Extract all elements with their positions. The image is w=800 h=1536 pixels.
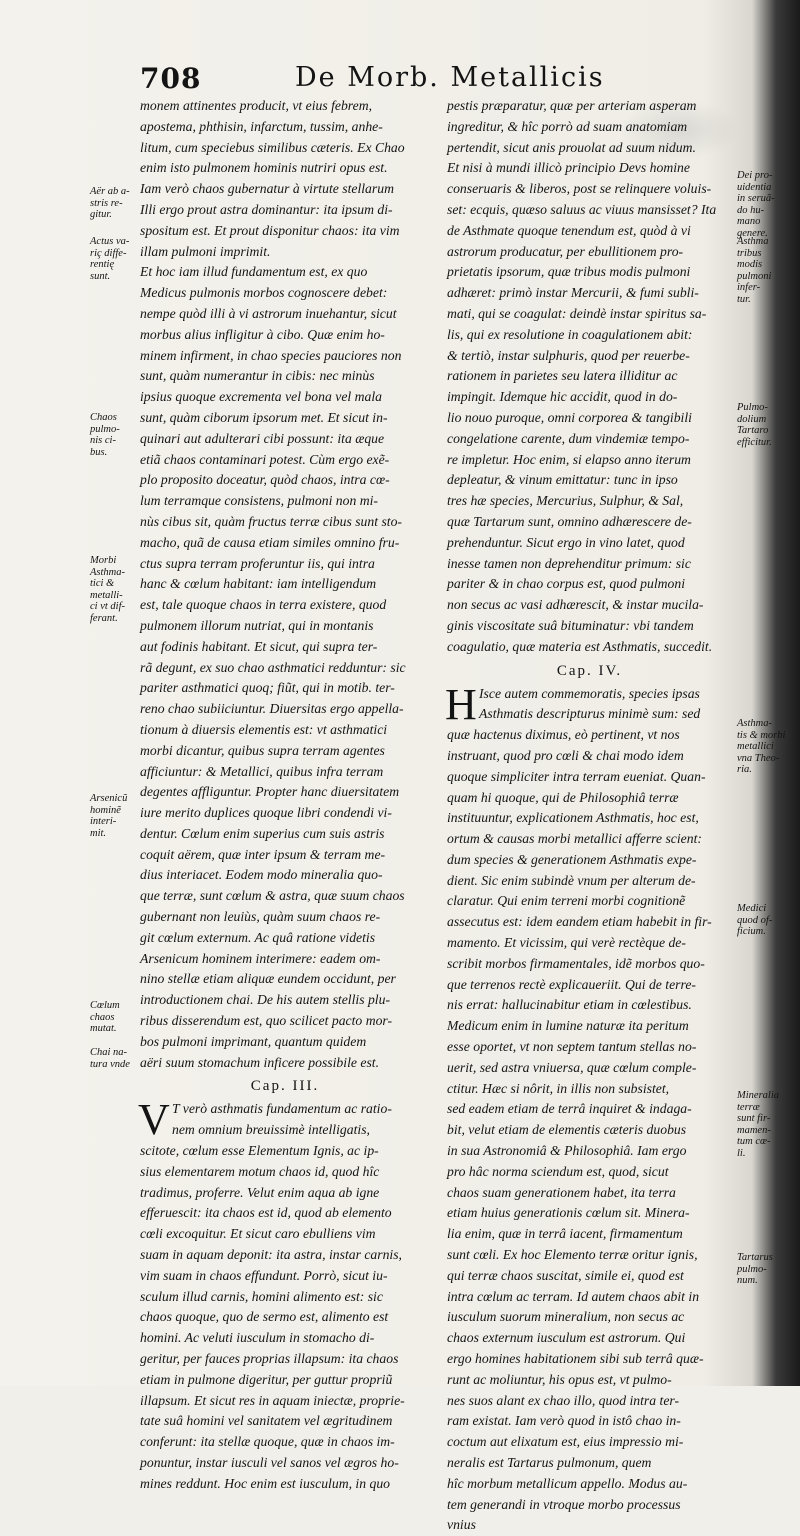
text-line: adhæret: primò instar Mercurii, & fumi subli- bbox=[447, 285, 699, 301]
text-line: pulmonem illorum nutriat, qui in montanis bbox=[140, 617, 374, 633]
text-line: aëri suum stomachum inficere possibile est. bbox=[140, 1054, 379, 1070]
marginal-note-line: Dei pro- bbox=[737, 170, 773, 181]
text-line: enim isto pulmonem hominis nutriri opus est. bbox=[140, 160, 388, 176]
text-line: monem attinentes producit, vt eius febrem, bbox=[140, 98, 373, 113]
text-line: dentur. Cœlum enim superius cum suis astris bbox=[140, 825, 385, 841]
text-line: chaos suam generationem habet, ita terra bbox=[447, 1184, 676, 1200]
marginal-note-coelum bbox=[90, 1000, 120, 1035]
text-line: dius interiacet. Eodem modo mineralia quo- bbox=[140, 867, 383, 883]
text-line: spositum est. Et prout disponitur chaos: ita vim bbox=[140, 222, 400, 238]
marginal-note-arsenic bbox=[90, 793, 127, 839]
text-line: degentes affliguntur. Propter hanc diuersitatem bbox=[140, 784, 400, 800]
marginal-note-line: tura vnde bbox=[90, 1058, 130, 1070]
text-line: efferuescit: ita chaos est id, quod ab elemento bbox=[140, 1205, 392, 1221]
text-line: ctus supra terram proferuntur iis, qui intra bbox=[140, 555, 375, 571]
marginal-note-line: pulmo- bbox=[737, 1263, 767, 1275]
drop-capital: H bbox=[445, 679, 477, 729]
text-line: Et hoc iam illud fundamentum est, ex quo bbox=[140, 264, 368, 280]
text-line: tem generandi in vtroque morbo processus bbox=[447, 1496, 681, 1512]
marginal-note-line: mutat. bbox=[90, 1023, 117, 1034]
text-line: que terrenos rectè explicaueriit. Qui de terre- bbox=[447, 976, 696, 992]
marginal-note-line: dolium bbox=[737, 413, 767, 425]
text-line: sed eadem etiam de terrâ inquiret & indaga- bbox=[447, 1101, 692, 1117]
marginal-note-line: Morbi bbox=[90, 555, 117, 566]
marginal-note-line: terræ bbox=[737, 1101, 760, 1113]
text-line: re impletur. Hoc enim, si elapso anno iterum bbox=[447, 451, 691, 467]
text-line: tres hæ species, Mercurius, Sulphur, & Sal, bbox=[447, 493, 684, 509]
text-line: minem infirment, in chao species pauciores non bbox=[140, 347, 402, 363]
marginal-note-chaos-pulm bbox=[90, 412, 120, 458]
text-line: que terræ, sunt cœlum & astra, quæ suum chaos bbox=[140, 888, 405, 904]
marginal-note-pulmon bbox=[737, 402, 772, 448]
text-line: nes suos alant ex chao illo, quod intra ter- bbox=[447, 1392, 680, 1408]
text-line: mines reddunt. Hoc enim est iusculum, in quo bbox=[140, 1475, 391, 1491]
text-line: illapsum. Et sicut res in aquam iniectæ, proprie- bbox=[140, 1392, 405, 1408]
marginal-note-line: in seruã- bbox=[737, 193, 775, 204]
text-line: homini. Ac veluti iusculum in stomacho di- bbox=[140, 1330, 375, 1346]
text-line: est, tale quoque chaos in terra existere, quod bbox=[140, 597, 387, 613]
text-line: conseruaris & liberos, post se relinquere voluis- bbox=[447, 181, 712, 197]
text-line: coctum aut elixatum est, eius impressio mi- bbox=[447, 1434, 684, 1450]
text-line: impingit. Idemque hic accidit, quod in do- bbox=[447, 389, 678, 405]
text-line: scitote, cœlum esse Elementum Ignis, ac ip- bbox=[140, 1143, 379, 1159]
marginal-note-line: quod of- bbox=[737, 914, 773, 926]
marginal-note-line: hominẽ bbox=[90, 804, 121, 816]
text-line: ram existat. Iam verò quod in istô chao in- bbox=[447, 1413, 681, 1429]
marginal-note-line: tum cœ- bbox=[737, 1136, 771, 1147]
text-line: ginis viscositate suâ bituminatur: vbi tandem bbox=[447, 617, 694, 633]
text-line: lum terramque consistens, pulmoni non mi- bbox=[140, 493, 378, 509]
text-line: pestis præparatur, quæ per arteriam asperam bbox=[447, 98, 697, 113]
text-line: mati, qui se coagulat: deindè instar spiritus sa- bbox=[447, 305, 707, 321]
marginal-note-line: ficium. bbox=[737, 926, 766, 937]
text-line: etiam in pulmone digeritur, per guttur propriũ bbox=[140, 1371, 393, 1387]
text-line: Medicum enim in lumine naturæ ita peritum bbox=[447, 1018, 689, 1034]
marginal-note-line: mamen- bbox=[737, 1124, 771, 1136]
marginal-note-line: sunt fir- bbox=[737, 1113, 771, 1124]
marginal-note-line: tur. bbox=[737, 293, 751, 305]
marginal-note-line: Tartarus bbox=[737, 1252, 773, 1263]
text-line: vim suam in chaos effundunt. Porrò, sicut iu- bbox=[140, 1267, 388, 1283]
text-line: pro hâc norma sciendum est, quod, sicut bbox=[447, 1163, 669, 1179]
text-line: nis errat: hallucinabitur etiam in cœlestibus. bbox=[447, 997, 692, 1013]
chapter-heading: Cap. III. bbox=[250, 1078, 320, 1095]
marginal-note-line: Chai na- bbox=[90, 1047, 128, 1058]
running-title: De Morb. Metallicis bbox=[295, 62, 605, 93]
text-line: congelatione carente, dum vindemiæ tempo- bbox=[447, 430, 690, 446]
text-line: introductionem chai. De his autem stellis plu- bbox=[140, 992, 391, 1008]
marginal-note-line: bus. bbox=[90, 446, 108, 458]
marginal-note-line: uidentia bbox=[737, 181, 772, 193]
text-line: quam hi quoque, qui de Philosophiâ terræ bbox=[447, 789, 679, 805]
marginal-note-line: metalli- bbox=[90, 589, 123, 601]
marginal-note-line: modis bbox=[737, 259, 763, 270]
text-line: Arsenicum hominem interimere: eadem om- bbox=[140, 950, 381, 966]
marginal-note-line: Chaos bbox=[90, 412, 117, 423]
marginal-note-line: efficitur. bbox=[737, 436, 772, 448]
marginal-note-line: nis ci- bbox=[90, 435, 116, 446]
text-line: cœli excoquitur. Et sicut caro ebulliens vim bbox=[140, 1226, 376, 1242]
text-line: quæ Tartarum sunt, omnino adhærescere de- bbox=[447, 513, 692, 529]
text-line: etiam huius generationis cœlum sit. Minera- bbox=[447, 1205, 690, 1221]
marginal-note-line: Asthma- bbox=[737, 718, 772, 729]
text-line: ctitur. Hæc si nôrit, in illis non subsistet, bbox=[447, 1080, 670, 1096]
marginal-note-line: pulmo- bbox=[90, 423, 120, 435]
text-line: macho, quã de causa etiam similes omnino fru- bbox=[140, 534, 400, 550]
marginal-note-actus bbox=[90, 236, 129, 282]
marginal-note-line: metallici bbox=[737, 741, 774, 752]
marginal-note-mineralia bbox=[737, 1090, 779, 1159]
text-line: morbi dicantur, quibus supra terram agentes bbox=[140, 742, 385, 758]
text-line: assecutus est: idem eandem etiam habebit in fir- bbox=[447, 914, 712, 930]
marginal-note-line: num. bbox=[737, 1275, 758, 1286]
text-line: reno chao subiiciuntur. Diuersitas ergo appella- bbox=[140, 701, 404, 717]
text-line: apostema, phthisin, infarctum, tussim, anhe- bbox=[140, 118, 383, 134]
text-line: rationem in parietes seu latera illiditur ac bbox=[447, 368, 678, 384]
text-line: sius elementarem motum chaos id, quod hîc bbox=[140, 1163, 380, 1179]
marginal-note-line: infer- bbox=[737, 282, 761, 293]
text-line: chaos quoque, quo de sermo est, alimento est bbox=[140, 1309, 389, 1325]
text-line: scribit morbos firmamentales, idẽ morbos quo- bbox=[447, 955, 705, 971]
text-line: tate suâ homini vel sanitatem vel ægritudinem bbox=[140, 1413, 393, 1429]
left-text-column bbox=[140, 96, 430, 1495]
marginal-note-line: tis & morbi bbox=[737, 729, 786, 741]
marginal-note-line: mano bbox=[737, 216, 761, 227]
marginal-note-line: Arsenicũ bbox=[90, 793, 128, 804]
marginal-note-line: Cœlum bbox=[90, 1000, 120, 1011]
marginal-note-line: gitur. bbox=[90, 209, 112, 220]
marginal-note-line: Mineralia bbox=[737, 1090, 779, 1101]
text-line: Iam verò chaos gubernatur à virtute stellarum bbox=[140, 181, 394, 197]
text-line: mamento. Et vicissim, qui verè rectèque de- bbox=[447, 935, 686, 951]
marginal-note-morbi bbox=[90, 555, 125, 624]
text-line: nino stellæ etiam aliquæ eundem occidunt, per bbox=[140, 971, 396, 987]
text-line: pertendit, sicut anis prouolat ad suum nidum. bbox=[447, 139, 696, 155]
text-line: ribus disserendum est, quo scilicet pacto mor- bbox=[140, 1013, 393, 1029]
text-line: aut fodinis habitant. Et sicut, qui supra ter- bbox=[140, 638, 378, 654]
text-line: lia enim, quæ in terrâ iacent, firmamentum bbox=[447, 1226, 683, 1242]
text-line: suam in aquam deponit: ita astra, instar carnis, bbox=[140, 1247, 402, 1263]
marginal-note-line: Pulmo- bbox=[737, 402, 768, 413]
text-line: lio nouo puroque, omni corporea & tangibili bbox=[447, 409, 692, 425]
text-line: etiã chaos contaminari potest. Cùm ergo exẽ- bbox=[140, 451, 390, 467]
text-line: sunt, quàm ciborum ipsorum met. Et sicut in- bbox=[140, 409, 388, 425]
marginal-note-line: li. bbox=[737, 1147, 746, 1159]
text-line: ergo homines habitationem sibi sub terrâ quæ- bbox=[447, 1351, 704, 1367]
text-line: qui terræ chaos suscitat, simile ei, quod est bbox=[447, 1267, 684, 1283]
text-line: nempe quòd illi à vi astrorum inuehantur, sicut bbox=[140, 305, 397, 321]
marginal-note-line: chaos bbox=[90, 1011, 115, 1023]
marginal-note-line: ci vt dif- bbox=[90, 601, 125, 612]
text-line: nem omnium breuissimè intelligatis, bbox=[172, 1122, 370, 1138]
text-line: set: ecquis, quæso saluus ac viuus mansisset? Ita bbox=[447, 201, 717, 217]
chapter-heading: Cap. IV. bbox=[556, 662, 623, 679]
text-line: geritur, per fauces proprias illapsum: ita chaos bbox=[140, 1351, 399, 1367]
text-line: hîc morbum metallicum appello. Modus au- bbox=[447, 1475, 688, 1491]
text-line: claratur. Qui enim terreni morbi cognitionẽ bbox=[447, 893, 686, 909]
text-line: gubernant non leuiùs, quàm suum chaos re- bbox=[140, 909, 381, 925]
text-line: Et nisi à mundi illicò principio Devs homine bbox=[447, 160, 690, 176]
text-line: in sua Astronomiâ & Philosophiâ. Iam ergo bbox=[447, 1143, 687, 1159]
text-line: & tertiò, instar sulphuris, quod per reuerbe- bbox=[447, 347, 690, 363]
marginal-note-line: tribus bbox=[737, 247, 762, 259]
marginal-note-line: do hu- bbox=[737, 204, 765, 216]
marginal-note-line: ferant. bbox=[90, 612, 118, 624]
marginal-note-line: riç diffe- bbox=[90, 247, 127, 259]
text-line: intra cœlum ac terram. Id autem chaos abit in bbox=[447, 1288, 700, 1304]
text-line: sunt cœli. Ex hoc Elemento terræ oritur ignis, bbox=[447, 1247, 698, 1263]
text-line: iure merito duplices quoque libri condendi vi- bbox=[140, 805, 392, 821]
right-text-column bbox=[447, 96, 732, 1536]
text-line: non secus ac vasi adhærescit, & instar mucila- bbox=[447, 597, 704, 613]
drop-capital: V bbox=[138, 1095, 170, 1145]
text-line: prietatis ipsorum, quæ tribus modis pulmoni bbox=[447, 264, 691, 280]
text-line: ipsius quoque excrementa vel bona vel mala bbox=[140, 389, 382, 405]
marginal-note-line: interi- bbox=[90, 816, 117, 827]
marginal-note-line: Aër ab a- bbox=[90, 186, 130, 197]
text-line: instituuntur, explicationem Asthmatis, hoc est, bbox=[447, 810, 699, 826]
text-line: pariter asthmatici quoq; fiũt, qui in motib. ter- bbox=[140, 680, 395, 696]
marginal-note-line: stris re- bbox=[90, 197, 123, 209]
marginal-note-medici bbox=[737, 903, 772, 938]
text-line: instruant, quod pro cœli & chai modo idem bbox=[447, 747, 684, 763]
text-line: T verò asthmatis fundamentum ac ratio- bbox=[172, 1101, 392, 1117]
text-line: runt ac moliuntur, his opus est, vt pulmo- bbox=[447, 1371, 672, 1387]
marginal-note-asthma-tribus bbox=[737, 236, 771, 305]
marginal-note-aer bbox=[90, 186, 130, 221]
text-line: Illi ergo prout astra dominantur: ita ipsum di- bbox=[140, 201, 393, 217]
text-line: vnius bbox=[447, 1517, 476, 1533]
marginal-note-line: Medici bbox=[737, 903, 767, 914]
text-line: prehenduntur. Sicut ergo in vino latet, quod bbox=[447, 534, 685, 550]
marginal-note-deus bbox=[737, 170, 775, 239]
text-line: Isce autem commemoratis, species ipsas bbox=[479, 685, 700, 701]
text-line: inesse tamen non deprehenditur primum: sic bbox=[447, 555, 691, 571]
text-line: sculum illud carnis, homini alimento est: sic bbox=[140, 1288, 383, 1304]
text-line: quæ hactenus diximus, eò pertinent, vt nos bbox=[447, 727, 680, 743]
marginal-note-line: Asthma- bbox=[90, 566, 125, 578]
text-line: dum species & generationem Asthmatis expe- bbox=[447, 851, 697, 867]
marginal-note-line: Tartaro bbox=[737, 425, 769, 436]
text-line: plo proposito doceatur, quòd chaos, intra cœ- bbox=[140, 472, 390, 488]
marginal-note-line: ria. bbox=[737, 764, 752, 775]
marginal-note-line: Asthma bbox=[737, 236, 769, 247]
text-line: tionum à diuersis elementis est: vt asthmatici bbox=[140, 721, 388, 737]
text-line: coagulatio, quæ materia est Asthmatis, succedit. bbox=[447, 638, 713, 654]
text-line: coquit aërem, quæ inter ipsum & terram me- bbox=[140, 846, 386, 862]
text-line: nùs cibus sit, quàm fructus terræ cibus sunt sto- bbox=[140, 513, 402, 529]
marginal-note-line: rentię bbox=[90, 259, 115, 270]
text-line: ingreditur, & hîc porrò ad suam anatomiam bbox=[447, 118, 688, 134]
text-line: hanc & cœlum habitant: iam intelligendum bbox=[140, 576, 377, 592]
text-line: lis, qui ex resolutione in coagulationem abit: bbox=[447, 326, 693, 342]
text-line: illam pulmoni imprimit. bbox=[140, 243, 271, 259]
marginal-note-line: Actus va- bbox=[90, 236, 130, 247]
text-line: ponuntur, instar iusculi vel sanos vel ægros ho- bbox=[140, 1455, 399, 1470]
text-line: bos pulmoni imprimant, quantum quidem bbox=[140, 1033, 367, 1049]
marginal-note-line: sunt. bbox=[90, 270, 111, 282]
text-line: chaos externum iusculum est astrorum. Qui bbox=[447, 1330, 686, 1346]
marginal-note-line: tici & bbox=[90, 578, 115, 589]
text-line: bit, velut etiam de elementis cæteris duobus bbox=[447, 1122, 687, 1138]
text-line: dient. Sic enim subindè vnum per alterum de- bbox=[447, 872, 696, 888]
text-line: astrorum producatur, per ebullitionem pro- bbox=[447, 243, 684, 259]
text-line: Medicus pulmonis morbos cognoscere debet: bbox=[140, 285, 388, 301]
text-line: afficiuntur: & Metallici, quibus infra terram bbox=[140, 763, 384, 779]
text-line: esse oportet, vt non septem tantum stellas no- bbox=[447, 1039, 697, 1055]
marginal-note-chai bbox=[90, 1047, 130, 1070]
text-line: quinari aut adulterari cibi possunt: ita æque bbox=[140, 430, 385, 446]
text-line: uerit, sed astra vniuersa, quæ cœlum comple- bbox=[447, 1059, 697, 1075]
page-number: 708 bbox=[140, 62, 202, 95]
marginal-note-line: genere. bbox=[737, 227, 768, 239]
text-line: rã degunt, ex suo chao asthmatici redduntur: sic bbox=[140, 659, 406, 675]
text-line: pariter & in chao corpus est, quod pulmoni bbox=[447, 576, 686, 592]
text-line: morbus alius infligitur à cibo. Quæ enim ho- bbox=[140, 326, 385, 342]
text-line: conferunt: ita stellæ quoque, quæ in chaos im- bbox=[140, 1434, 395, 1450]
text-line: depleatur, & vinum emittatur: tunc in ipso bbox=[447, 472, 678, 488]
text-line: sunt, quàm numerantur in cibis: nec minùs bbox=[140, 368, 375, 384]
text-line: de Asthmate quoque tenendum est, quòd à vi bbox=[447, 222, 691, 238]
marginal-note-line: pulmoni bbox=[737, 270, 772, 282]
text-line: iusculum suorum mineralium, non secus ac bbox=[447, 1309, 685, 1325]
text-line: git cœlum externum. Ac quâ ratione videtis bbox=[140, 929, 376, 945]
text-line: ortum & causas morbi metallici afferre scient: bbox=[447, 831, 702, 847]
text-line: Asthmatis descripturus minimè sum: sed bbox=[479, 706, 701, 722]
page-header bbox=[140, 62, 620, 96]
marginal-note-asthmatis bbox=[737, 718, 785, 776]
marginal-note-tartarus bbox=[737, 1252, 773, 1287]
text-line: neralis est Tartarus pulmonum, quem bbox=[447, 1455, 652, 1470]
marginal-note-line: mit. bbox=[90, 827, 107, 839]
text-line: litum, cum speciebus similibus cæteris. Ex Chao bbox=[140, 139, 405, 155]
text-line: tradimus, proferre. Velut enim aqua ab igne bbox=[140, 1184, 380, 1200]
marginal-note-line: vna Theo- bbox=[737, 752, 780, 764]
text-line: quoque simpliciter intra terram eueniat. Quan- bbox=[447, 768, 706, 784]
